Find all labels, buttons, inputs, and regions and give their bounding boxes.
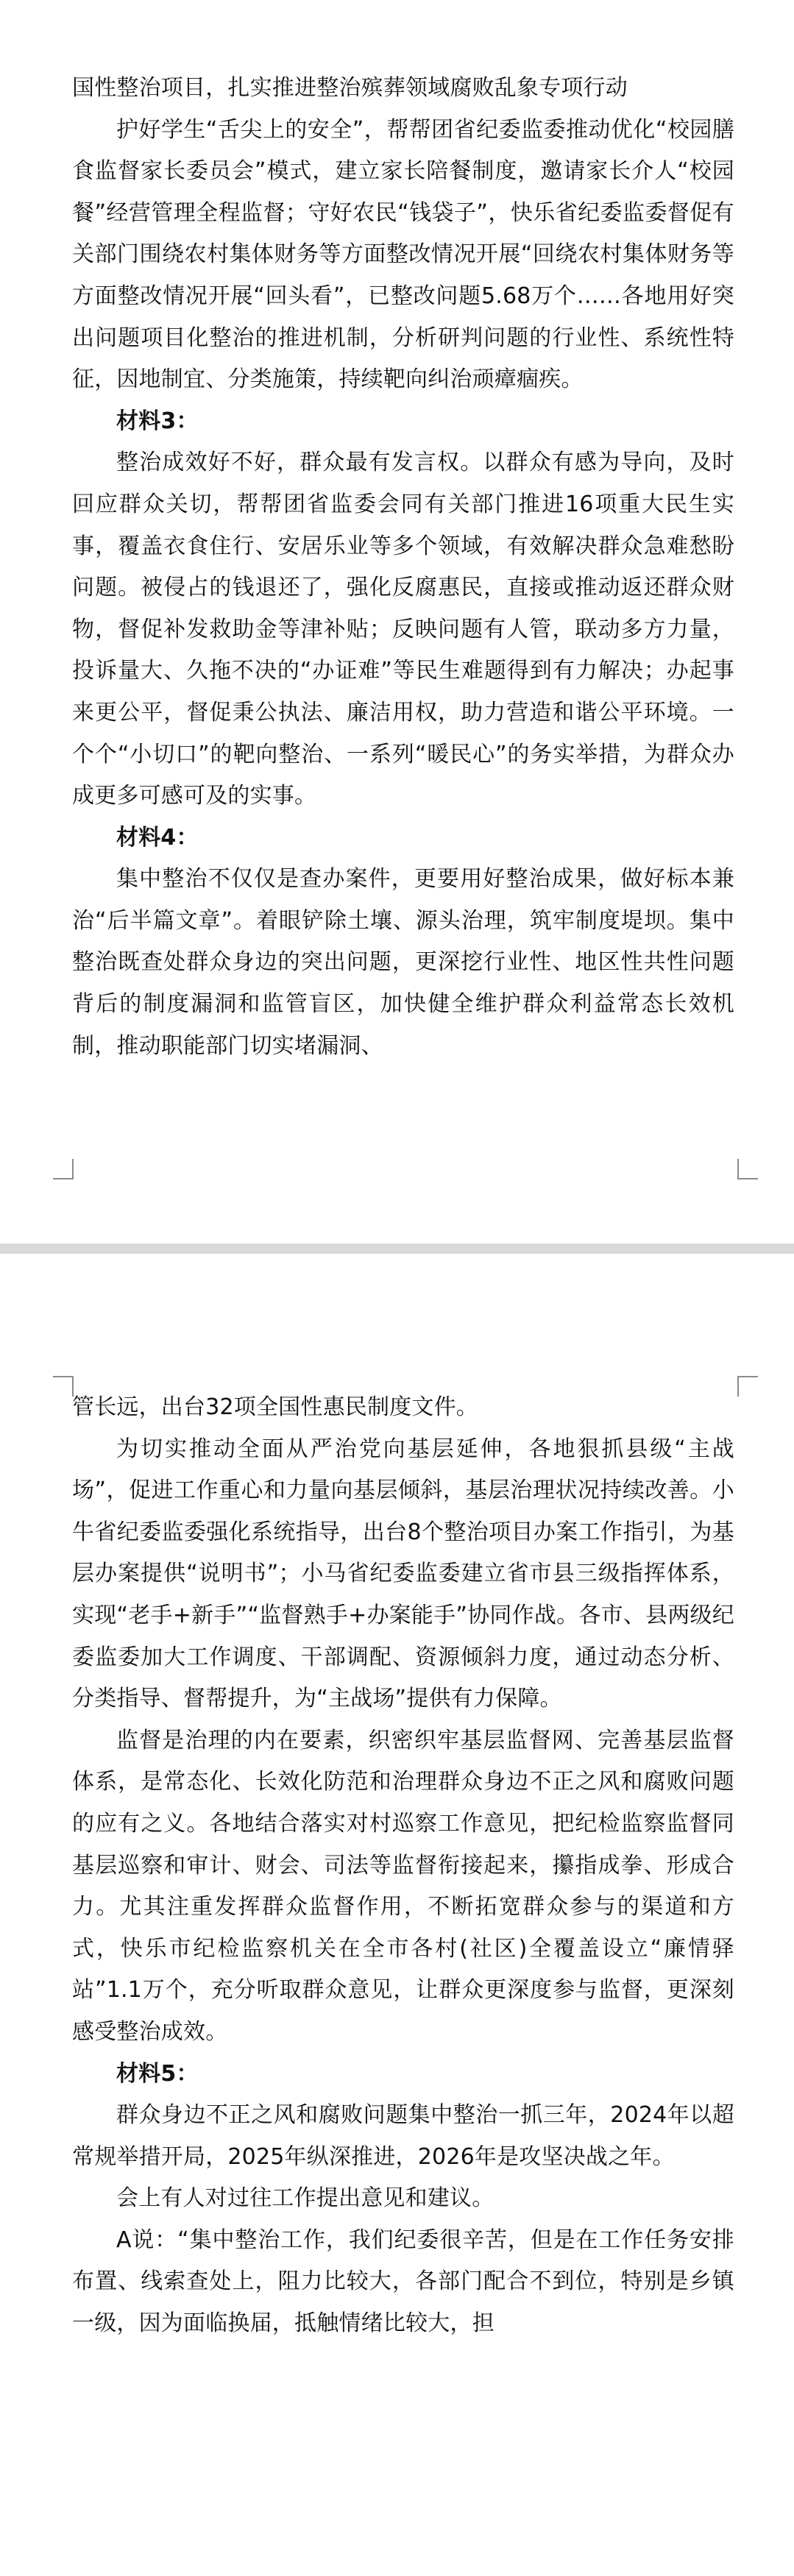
paragraph: 会上有人对过往工作提出意见和建议。	[116, 2185, 495, 2212]
page-separator	[0, 1207, 794, 1332]
paragraph: A说：“集中整治工作，我们纪委很辛苦，但是在工作任务安排布置、线索查处上，阻力比较大，各部门配合不到位，特别是乡镇一级，因为面临换届，抵触情绪比较大，担	[72, 2226, 734, 2337]
paragraph: 管长远，出台32项全国性惠民制度文件。	[72, 1394, 478, 1420]
paragraph: 群众身边不正之风和腐败问题集中整治一抓三年，2024年以超常规举措开局，2025年纵深推进，2026年是攻坚决战之年。	[72, 2102, 734, 2170]
paragraph: 监督是治理的内在要素，织密织牢基层监督网、完善基层监督体系，是常态化、长效化防范和治理群众身边不正之风和腐败问题的应有之义。各地结合落实对村巡察工作意见，把纪检监察监督同基层巡察和审计、财会、司法等监督衔接起来，攥指成拳、形成合力。尤其注重发挥群众监督作用，不断拓宽群众参与的渠道和方式，快乐市纪检监察机关在全市各村(社区)全覆盖设立“廉情驿站”1.1万个，充分听取群众意见，让群众更深度参与监督，更深刻感受整治成效。	[72, 1727, 734, 2045]
paragraph: 整治成效好不好，群众最有发言权。以群众有感为导向，及时回应群众关切，帮帮团省监委会同有关部门推进16项重大民生实事，覆盖衣食住行、安居乐业等多个领域，有效解决群众急难愁盼问题。被侵占的钱退还了，强化反腐惠民，直接或推动返还群众财物，督促补发救助金等津补贴；反映问题有人管，联动多方力量，投诉量大、久拖不决的“办证难”等民生难题得到有力解决；办起事来更公平，督促秉公执法、廉洁用权，助力营造和谐公平环境。一个个“小切口”的靶向整治、一系列“暖民心”的务实举措，为群众办成更多可感可及的实事。	[72, 450, 734, 809]
page-corner-mark-bottom-right	[737, 1159, 758, 1179]
section-heading-material-3: 材料3：	[116, 408, 199, 434]
document-page-1	[0, 0, 794, 1207]
section-heading-material-4: 材料4：	[116, 824, 199, 851]
document-page-2	[0, 1332, 794, 2576]
page-corner-mark-top-left	[53, 1376, 74, 1397]
paragraph: 为切实推动全面从严治党向基层延伸，各地狠抓县级“主战场”，促进工作重心和力量向基层倾斜，基层治理状况持续改善。小牛省纪委监委强化系统指导，出台8个整治项目办案工作指引，为基层办案提供“说明书”；小马省纪委监委建立省市县三级指挥体系，实现“老手+新手”“监督熟手+办案能手”协同作战。各市、县两级纪委监委加大工作调度、干部调配、资源倾斜力度，通过动态分析、分类指导、督帮提升，为“主战场”提供有力保障。	[72, 1436, 734, 1712]
page-2-text	[72, 1387, 734, 2345]
section-heading-material-5: 材料5：	[116, 2060, 199, 2087]
page-divider-bar	[0, 1243, 794, 1254]
paragraph: 国性整治项目，扎实推进整治殡葬领域腐败乱象专项行动	[72, 75, 628, 101]
paragraph: 护好学生“舌尖上的安全”，帮帮团省纪委监委推动优化“校园膳食监督家长委员会”模式，建立家长陪餐制度，邀请家长介人“校园餐”经营管理全程监督；守好农民“钱袋子”，快乐省纪委监委督促有关部门围绕农村集体财务等方面整改情况开展“回绕农村集体财务等方面整改情况开展“回头看”，已整改问题5.68万个……各地用好突出问题项目化整治的推进机制，分析研判问题的行业性、系统性特征，因地制宜、分类施策，持续靶向纠治顽瘴痼疾。	[72, 116, 734, 393]
page-corner-mark-bottom-left	[53, 1159, 74, 1179]
page-1-text	[72, 68, 734, 1067]
paragraph: 集中整治不仅仅是查办案件，更要用好整治成果，做好标本兼治“后半篇文章”。着眼铲除土壤、源头治理，筑牢制度堤坝。集中整治既查处群众身边的突出问题，更深挖行业性、地区性共性问题背后的制度漏洞和监管盲区，加快健全维护群众利益常态长效机制，推动职能部门切实堵漏洞、	[72, 866, 734, 1059]
page-corner-mark-top-right	[737, 1376, 758, 1397]
